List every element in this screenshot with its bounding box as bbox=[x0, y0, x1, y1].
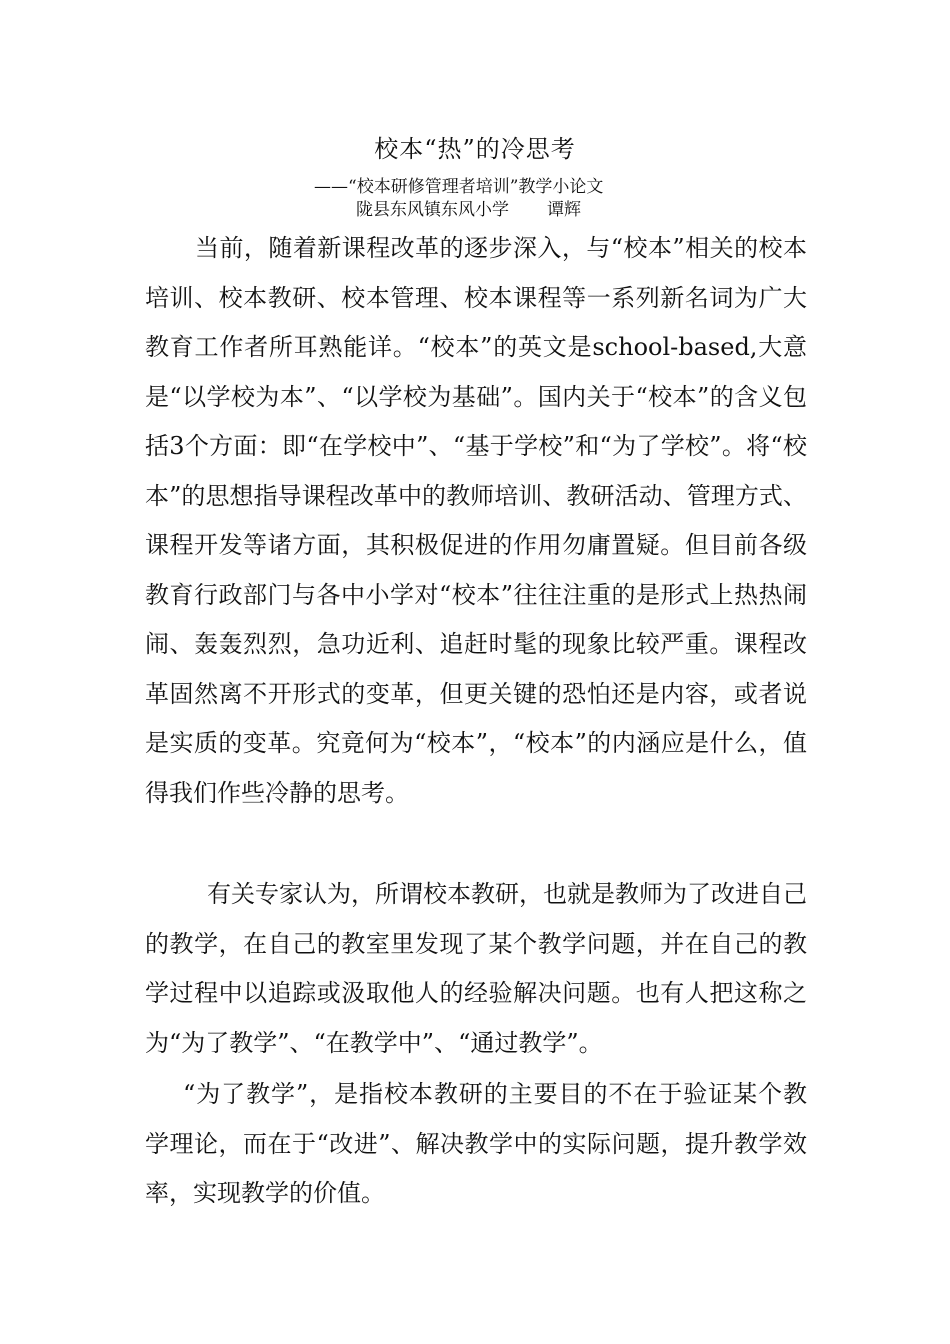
author-line bbox=[356, 198, 656, 222]
body-paragraph-2: 有关专家认为，所谓校本教研，也就是教师为了改进自己的教学，在自己的教室里发现了某个教学问题，并在自己的教学过程中以追踪或汲取他人的经验解决问题。也有人把这称之为“为了教学”、“在教学中”、“通过教学”。 bbox=[145, 880, 807, 1057]
author-name: 谭辉 bbox=[547, 200, 581, 220]
body-paragraph-1: 当前，随着新课程改革的逐步深入，与“校本”相关的校本培训、校本教研、校本管理、校本课程等一系列新名词为广大教育工作者所耳熟能详。“校本”的英文是school-based,大意是“以学校为本”、“以学校为基础”。国内关于“校本”的含义包括3个方面：即“在学校中”、“基于学校”和“为了学校”。将“校本”的思想指导课程改革中的教师培训、教研活动、管理方式、课程开发等诸方面，其积极促进的作用勿庸置疑。但目前各级教育行政部门与各中小学对“校本”往往注重的是形式上热热闹闹、轰轰烈烈，急功近利、追赶时髦的现象比较严重。课程改革固然离不开形式的变革，但更关键的恐怕还是内容，或者说是实质的变革。究竟何为“校本”，“校本”的内涵应是什么，值得我们作些冷静的思考。 bbox=[145, 234, 807, 807]
author-school: 陇县东风镇东风小学 bbox=[356, 200, 509, 220]
document-title: 校本“热”的冷思考 bbox=[374, 135, 576, 163]
body-paragraph-3: “为了教学”，是指校本教研的主要目的不在于验证某个教学理论，而在于“改进”、解决教学中的实际问题，提升教学效率，实现教学的价值。 bbox=[145, 1080, 807, 1207]
document-subtitle: ——“校本研修管理者培训”教学小论文 bbox=[314, 177, 604, 197]
